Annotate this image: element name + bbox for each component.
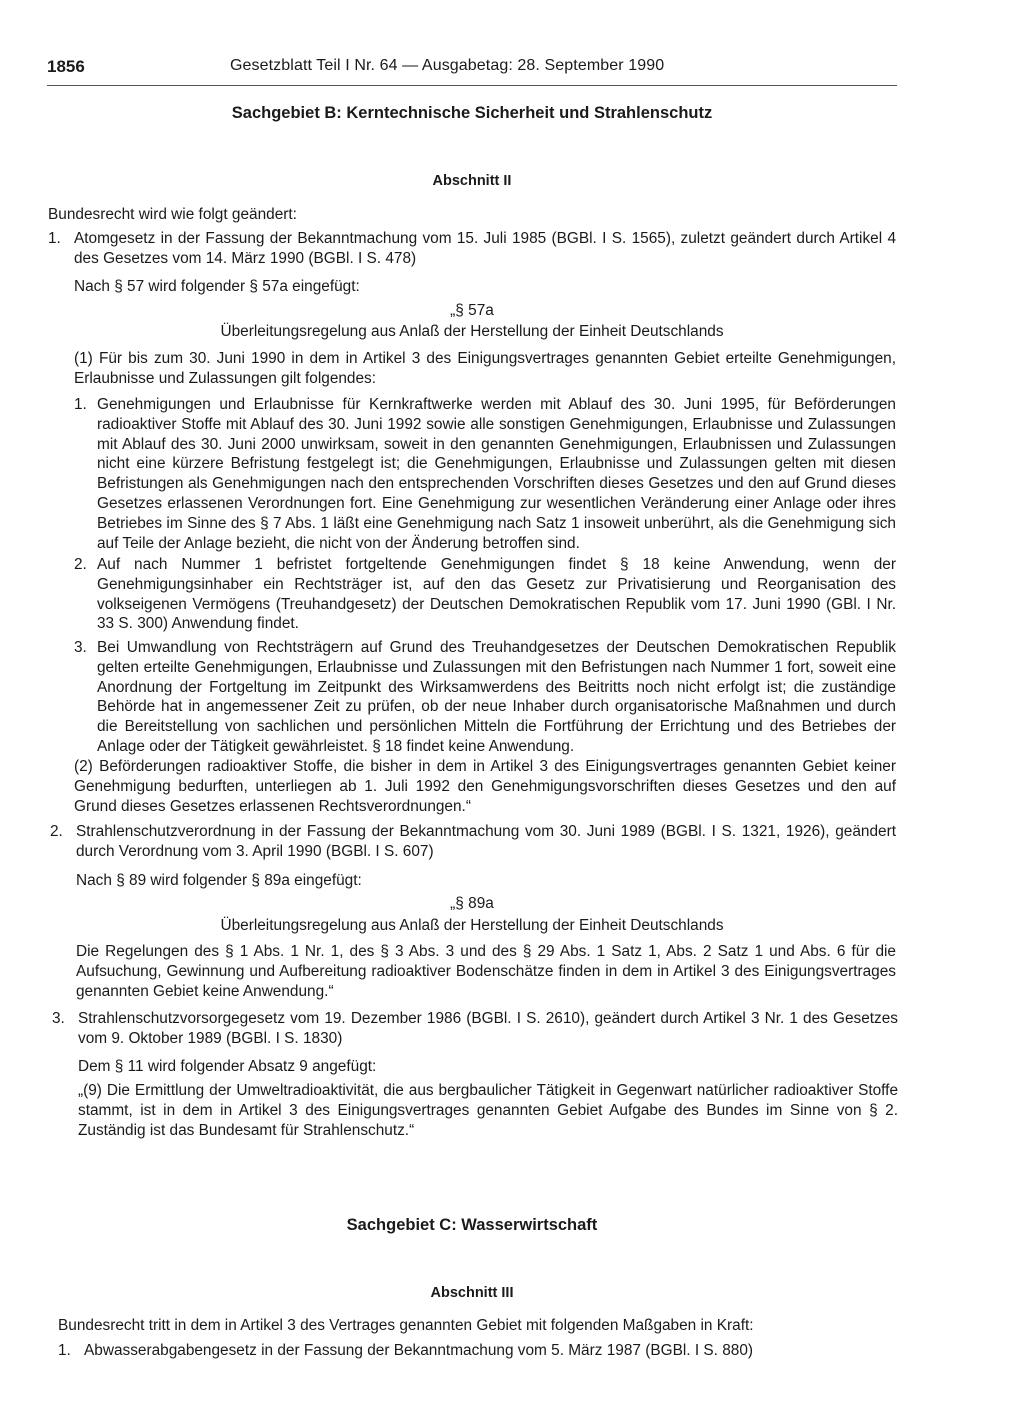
section-b-abschnitt: Abschnitt II [432, 173, 512, 189]
item1-sub3-number: 3. [74, 639, 87, 656]
item3-number: 3. [52, 1010, 65, 1027]
section-b-intro: Bundesrecht wird wie folgt geändert: [48, 206, 297, 223]
item2-paragraph-mark: „§ 89a [450, 895, 494, 912]
section-c-intro: Bundesrecht tritt in dem in Artikel 3 des Vertrages genannten Gebiet mit folgenden Maßgaben in Kraft: [58, 1317, 754, 1334]
item2-body: Die Regelungen des § 1 Abs. 1 Nr. 1, des § 3 Abs. 3 und des § 29 Abs. 1 Satz 1, Abs. 2 Satz 1 und Abs. 6 für die Aufsuchung, Gewinnung und Aufbereitung radioaktiver Bodenschätze finden in dem in Artikel 3 des Einigungsvertrages genannten Gebiet keine Anwendung.“ [76, 943, 896, 1000]
item1-paragraph-mark: „§ 57a [450, 302, 494, 319]
page-number: 1856 [47, 57, 85, 76]
section-c-item1: Abwasserabgabengesetz in der Fassung der Bekanntmachung vom 5. März 1987 (BGBl. I S. 880) [84, 1342, 754, 1359]
item1-law: Atomgesetz in der Fassung der Bekanntmachung vom 15. Juli 1985 (BGBl. I S. 1565), zuletzt geändert durch Artikel 4 des Gesetzes vom 14. März 1990 (BGBl. I S. 478) [74, 230, 896, 267]
item3-insert-note: Dem § 11 wird folgender Absatz 9 angefügt: [78, 1058, 377, 1075]
item3-law: Strahlenschutzvorsorgegesetz vom 19. Dezember 1986 (BGBl. I S. 2610), geändert durch Artikel 3 Nr. 1 des Gesetzes vom 9. Oktober 1989 (BGBl. I S. 1830) [78, 1010, 898, 1047]
page-header [47, 57, 897, 86]
item1-paragraph-title: Überleitungsregelung aus Anlaß der Herstellung der Einheit Deutschlands [220, 323, 724, 340]
item1-sub2: Auf nach Nummer 1 befristet fortgeltende Genehmigungen findet § 18 keine Anwendung, wenn der Genehmigungsinhaber ein Rechtsträger ist, auf den das Gesetz zur Privatisierung und Reorganisation des volkseigenen Vermögens (Treuhandgesetz) der Deutschen Demokratischen Republik vom 17. Juni 1990 (GBl. I Nr. 33 S. 300) Anwendung findet. [97, 556, 896, 633]
item1-sub1-number: 1. [74, 396, 87, 413]
section-b-title: Sachgebiet B: Kerntechnische Sicherheit und Strahlenschutz [231, 104, 713, 122]
item3-body: „(9) Die Ermittlung der Umweltradioaktivität, die aus bergbaulicher Tätigkeit in Gegenwart natürlicher radioaktiver Stoffe stammt, ist in dem in Artikel 3 des Einigungsvertrages genannten Gebiet Aufgabe des Bundes im Sinne von § 2. Zuständig ist das Bundesamt für Strahlenschutz.“ [78, 1082, 898, 1139]
section-c-item1-number: 1. [58, 1342, 71, 1359]
section-c-title: Sachgebiet C: Wasserwirtschaft [346, 1216, 598, 1234]
item1-insert-note: Nach § 57 wird folgender § 57a eingefügt: [74, 278, 360, 295]
item1-abs2: (2) Beförderungen radioaktiver Stoffe, die bisher in dem in Artikel 3 des Einigungsvertrages genannten Gebiet keiner Genehmigung bedurften, unterliegen ab 1. Juli 1992 den Genehmigungsvorschriften dieses Gesetzes und den auf Grund dieses Gesetzes erlassenen Rechtsverordnungen.“ [74, 758, 896, 815]
running-head: Gesetzblatt Teil I Nr. 64 — Ausgabetag: 28. September 1990 [230, 57, 665, 74]
item1-abs1: (1) Für bis zum 30. Juni 1990 in dem in Artikel 3 des Einigungsvertrages genannten Gebiet erteilte Genehmigungen, Erlaubnisse und Zulassungen gilt folgendes: [74, 350, 896, 387]
item1-sub2-number: 2. [74, 556, 87, 573]
item1-sub1: Genehmigungen und Erlaubnisse für Kernkraftwerke werden mit Ablauf des 30. Juni 1995, für Beförderungen radioaktiver Stoffe mit Ablauf des 30. Juni 1992 sowie alle sonstigen Genehmigungen, Erlaubnisse und Zulassungen mit Ablauf des 30. Juni 2000 unwirksam, soweit in den genannten Genehmigungen, Erlaubnissen und Zulassungen nicht eine kürzere Befristung festgelegt ist; die Genehmigungen, Erlaubnisse und Zulassungen gelten mit diesen Befristungen als Genehmigungen nach den entsprechenden Vorschriften dieses Gesetzes und den auf Grund dieses Gesetzes erlassenen Verordnungen fort. Eine Genehmigung zur wesentlichen Veränderung einer Anlage oder ihres Betriebes im Sinne des § 7 Abs. 1 läßt eine Genehmigung nach Satz 1 insoweit unberührt, als die Genehmigung sich auf Teile der Anlage bezieht, die nicht von der Änderung betroffen sind. [97, 396, 896, 552]
item1-number: 1. [48, 230, 61, 247]
item2-number: 2. [50, 823, 63, 840]
item2-law: Strahlenschutzverordnung in der Fassung der Bekanntmachung vom 30. Juni 1989 (BGBl. I S. 1321, 1926), geändert durch Verordnung vom 3. April 1990 (BGBl. I S. 607) [76, 823, 896, 860]
item1-sub3: Bei Umwandlung von Rechtsträgern auf Grund des Treuhandgesetzes der Deutschen Demokratischen Republik gelten erteilte Genehmigungen, Erlaubnisse und Zulassungen mit den Befristungen nach Nummer 1 fort, soweit eine Anordnung der Fortgeltung im Zeitpunkt des Wirksamwerdens des Beitritts noch nicht erfolgt ist; die zuständige Behörde hat in angemessener Zeit zu prüfen, ob der neue Inhaber durch organisatorische Maßnahmen und durch die Bereitstellung von sachlichen und persönlichen Mitteln die Fortführung der Errichtung und des Betriebes der Anlage oder der Tätigkeit gewährleistet. § 18 findet keine Anwendung. [97, 639, 896, 755]
item2-paragraph-title: Überleitungsregelung aus Anlaß der Herstellung der Einheit Deutschlands [220, 917, 724, 934]
section-c-abschnitt: Abschnitt III [430, 1285, 514, 1301]
item2-insert-note: Nach § 89 wird folgender § 89a eingefügt: [76, 872, 362, 889]
